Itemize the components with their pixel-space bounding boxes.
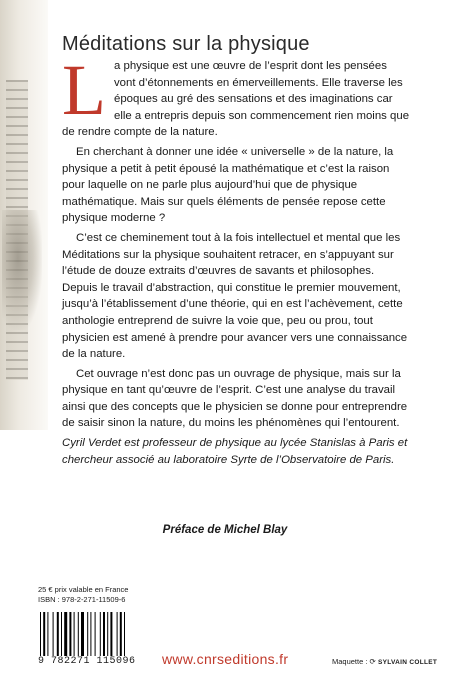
drop-cap: L: [62, 50, 106, 130]
designer-name: SYLVAIN COLLET: [377, 659, 438, 666]
preface-credit: Préface de Michel Blay: [162, 524, 288, 536]
barcode-number: 9 782271 115096: [38, 656, 158, 667]
paragraph-1: [62, 50, 410, 141]
maquette-label: Maquette :: [332, 657, 368, 666]
price-text: 25 € prix valable en France: [38, 585, 129, 594]
figure-illustration: [2, 210, 42, 330]
paragraph-2: En cherchant à donner une idée « universelle » de la nature, la physique a petit à petit épousé la mathématique et c’est la raison pour laquelle on ne parle plus aujourd’hui que de physique mathématique. Mais sur quels éléments de pensée repose cette physique moderne ?: [62, 145, 394, 225]
cover-illustration-strip: [0, 0, 48, 430]
book-title: Méditations sur la physique: [62, 33, 310, 56]
publisher-website[interactable]: www.cnrseditions.fr: [162, 651, 289, 667]
design-credit: [332, 657, 437, 666]
isbn-text: ISBN : 978-2-271-11509-6: [38, 595, 126, 604]
author-bio: Cyril Verdet est professeur de physique au lycée Stanislas à Paris et chercheur associé au laboratoire Syrte de l’Observatoire de Paris.: [62, 437, 408, 466]
back-cover-text: [62, 50, 410, 471]
paragraph-1-text: a physique est une œuvre de l’esprit dont les pensées vont d’étonnements en émerveillements. Elle traverse les époques au gré des sensations et des imaginations car elle a entrepris depuis son commencement rien moins que de rendre compte de la nature.: [62, 60, 410, 139]
paragraph-3: C’est ce cheminement tout à la fois intellectuel et mental que les Méditations sur la physique souhaitent retracer, en s’appuyant sur l’étude de douze extraits d’œuvres de savants et philosophes. Depuis le travail d’abstraction, qui constitue le premier mouvement, jusqu’à l’établissement d’une théorie, qui en est l’achèvement, cette anthologie entreprend de suivre la voie que, peu ou prou, tout physicien est amené à prendre pour avancer vers une connaissance de la nature.: [62, 231, 408, 361]
paragraph-4: Cet ouvrage n’est donc pas un ouvrage de physique, mais sur la physique en tant qu’œuvre de l’esprit. C’est une analyse du travail ainsi que des concepts que le physicien se donne pour entreprendre de saisir sinon la nature, du moins les phénomènes qui l’entourent.: [62, 367, 408, 430]
sylvain-collet-logo-icon: ⟳: [369, 657, 376, 666]
price-block: [38, 585, 128, 605]
